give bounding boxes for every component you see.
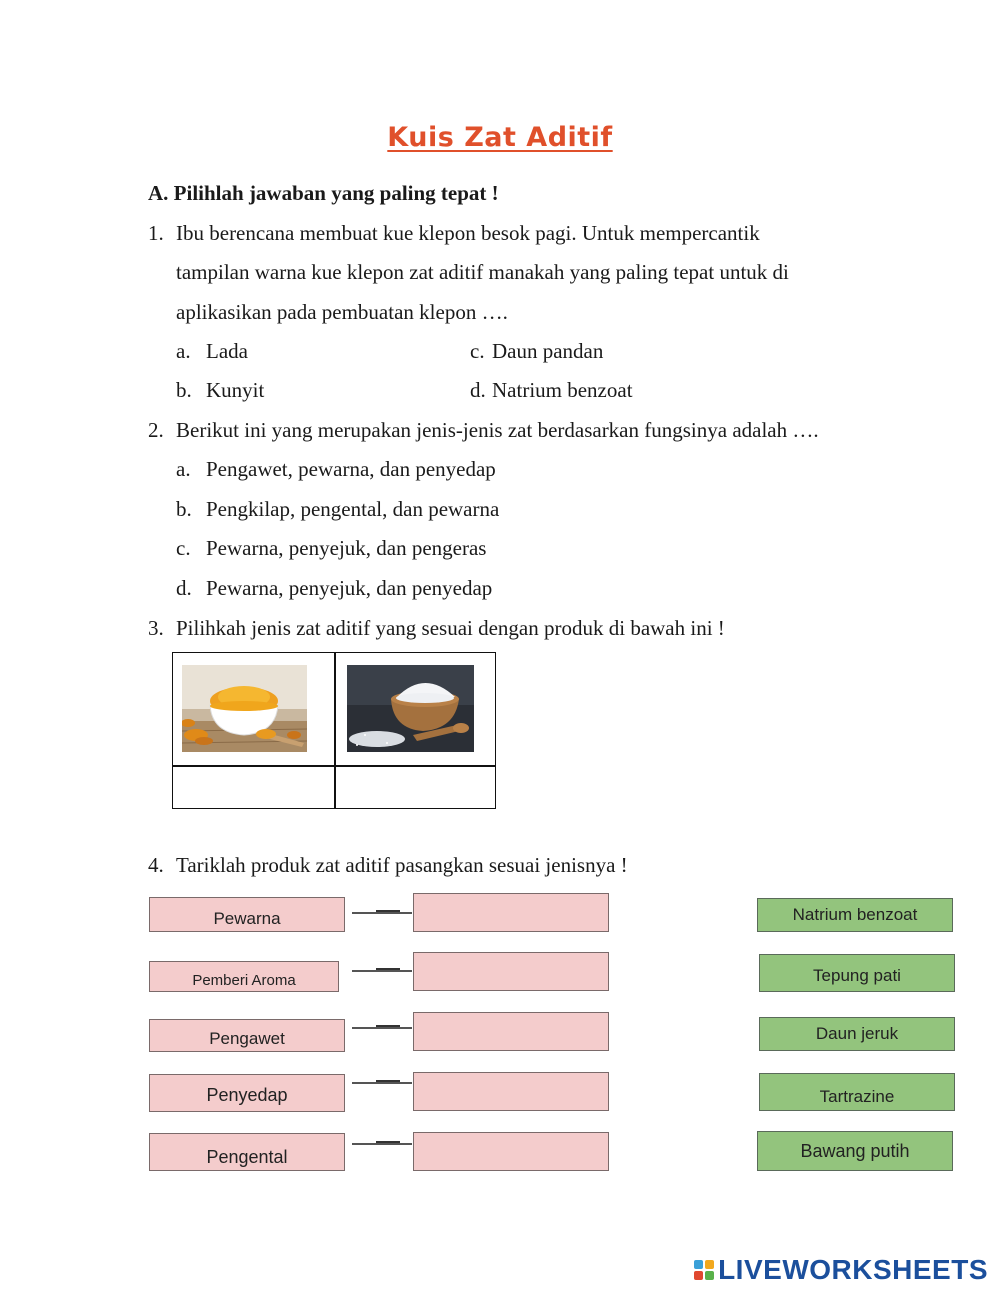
- q2-option-b-letter: b.: [176, 497, 192, 521]
- q2-option-a[interactable]: Pengawet, pewarna, dan penyedap: [206, 457, 496, 481]
- q3-answer-turmeric[interactable]: [175, 767, 333, 807]
- q1-line-2: tampilan warna kue klepon zat aditif manakah yang paling tepat untuk di: [176, 260, 789, 284]
- q2-option-a-letter: a.: [176, 457, 191, 481]
- q3-product-table: [172, 652, 496, 809]
- salt-image: [347, 665, 474, 752]
- drop-target[interactable]: [413, 1012, 609, 1051]
- drop-target[interactable]: [413, 893, 609, 932]
- liveworksheets-logo-icon: [694, 1260, 714, 1280]
- q4-number: 4.: [148, 853, 164, 877]
- draggable-product[interactable]: Bawang putih: [757, 1131, 953, 1171]
- connector-line: [352, 1082, 412, 1084]
- liveworksheets-logo: [694, 1254, 988, 1286]
- q1-option-a[interactable]: Lada: [206, 339, 248, 363]
- type-label: Pengawet: [149, 1019, 345, 1052]
- page-title: Kuis Zat Aditif: [387, 122, 613, 153]
- connector-line: [376, 968, 400, 970]
- type-label: Pewarna: [149, 897, 345, 932]
- q1-option-d-letter: d.: [470, 378, 486, 402]
- type-label: Pengental: [149, 1133, 345, 1171]
- type-label: Penyedap: [149, 1074, 345, 1112]
- drop-target[interactable]: [413, 1132, 609, 1171]
- connector-line: [352, 970, 412, 972]
- draggable-product[interactable]: Daun jeruk: [759, 1017, 955, 1051]
- section-a-heading: A. Pilihlah jawaban yang paling tepat !: [148, 181, 499, 205]
- q1-option-b-letter: b.: [176, 378, 192, 402]
- q1-option-b[interactable]: Kunyit: [206, 378, 265, 402]
- connector-line: [376, 1141, 400, 1143]
- q1-line-3: aplikasikan pada pembuatan klepon ….: [176, 300, 508, 324]
- brand-text: LIVEWORKSHEETS: [718, 1254, 988, 1285]
- q2-text: Berikut ini yang merupakan jenis-jenis zat berdasarkan fungsinya adalah ….: [176, 418, 819, 442]
- table-divider: [334, 653, 336, 808]
- q2-number: 2.: [148, 418, 164, 442]
- q2-option-d[interactable]: Pewarna, penyejuk, dan penyedap: [206, 576, 493, 600]
- connector-line: [352, 912, 412, 914]
- connector-line: [376, 1025, 400, 1027]
- type-label: Pemberi Aroma: [149, 961, 339, 992]
- draggable-product[interactable]: Tartrazine: [759, 1073, 955, 1111]
- q2-option-d-letter: d.: [176, 576, 192, 600]
- q2-option-b[interactable]: Pengkilap, pengental, dan pewarna: [206, 497, 500, 521]
- q3-number: 3.: [148, 616, 164, 640]
- connector-line: [352, 1143, 412, 1145]
- q1-option-d[interactable]: Natrium benzoat: [492, 378, 633, 402]
- q3-text: Pilihkah jenis zat aditif yang sesuai dengan produk di bawah ini !: [176, 616, 725, 640]
- q1-option-a-letter: a.: [176, 339, 191, 363]
- turmeric-image: [182, 665, 307, 752]
- q1-option-c[interactable]: Daun pandan: [492, 339, 604, 363]
- drop-target[interactable]: [413, 1072, 609, 1111]
- q4-text: Tariklah produk zat aditif pasangkan sesuai jenisnya !: [176, 853, 628, 877]
- connector-line: [352, 1027, 412, 1029]
- q2-option-c-letter: c.: [176, 536, 191, 560]
- q2-option-c[interactable]: Pewarna, penyejuk, dan pengeras: [206, 536, 487, 560]
- draggable-product[interactable]: Natrium benzoat: [757, 898, 953, 932]
- q3-answer-salt[interactable]: [337, 767, 495, 807]
- q1-line-1: Ibu berencana membuat kue klepon besok pagi. Untuk mempercantik: [176, 221, 760, 245]
- connector-line: [376, 1080, 400, 1082]
- q1-number: 1.: [148, 221, 164, 245]
- q1-option-c-letter: c.: [470, 339, 485, 363]
- draggable-product[interactable]: Tepung pati: [759, 954, 955, 992]
- drop-target[interactable]: [413, 952, 609, 991]
- connector-line: [376, 910, 400, 912]
